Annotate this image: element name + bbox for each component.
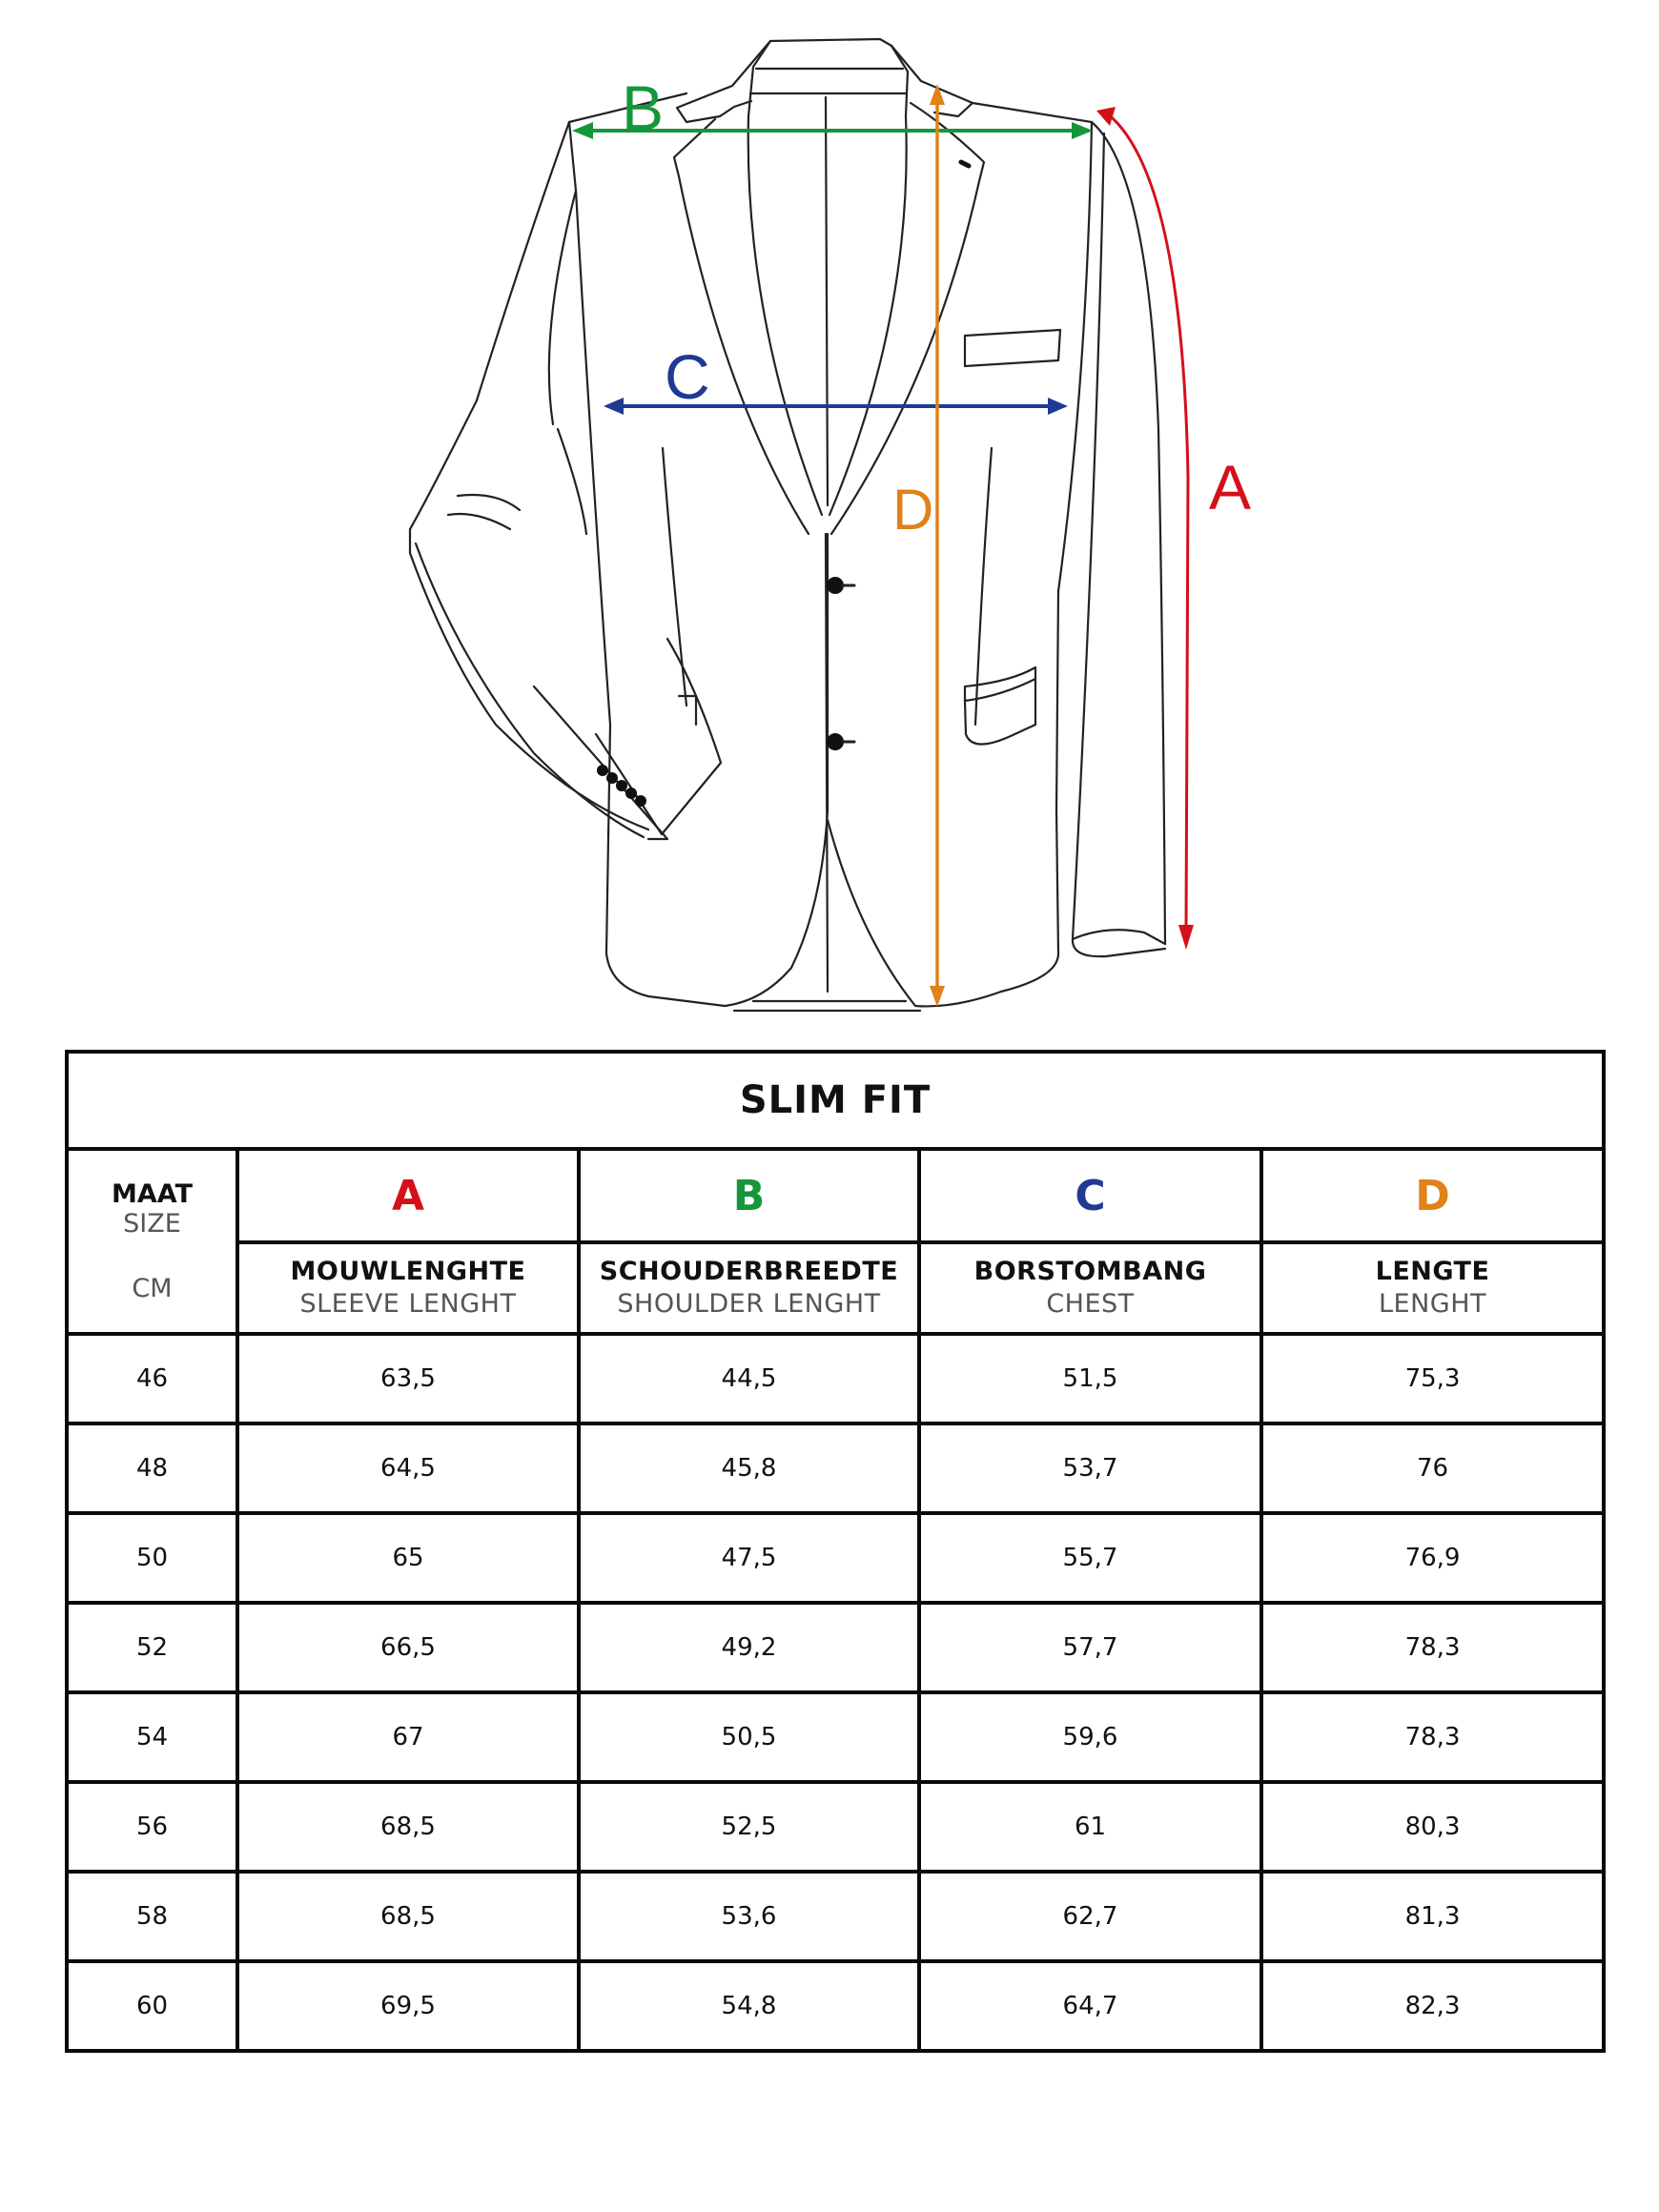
dimension-label-a: A bbox=[1209, 452, 1252, 522]
cell-size: 52 bbox=[67, 1603, 237, 1692]
jacket-measurement-diagram bbox=[0, 0, 1659, 1030]
cell-chest: 51,5 bbox=[919, 1334, 1261, 1423]
cell-length: 75,3 bbox=[1261, 1334, 1604, 1423]
cell-chest: 61 bbox=[919, 1782, 1261, 1872]
column-label-c: BORSTOMBANG CHEST bbox=[919, 1242, 1261, 1334]
dimension-label-b: B bbox=[622, 72, 665, 143]
cell-shoulder: 45,8 bbox=[579, 1423, 919, 1513]
table-row bbox=[67, 1692, 1604, 1782]
column-label-row bbox=[67, 1242, 1604, 1334]
column-letter-d: D bbox=[1261, 1149, 1604, 1242]
cell-shoulder: 44,5 bbox=[579, 1334, 919, 1423]
cell-chest: 53,7 bbox=[919, 1423, 1261, 1513]
cell-sleeve: 66,5 bbox=[237, 1603, 579, 1692]
column-letter-b: B bbox=[579, 1149, 919, 1242]
cell-chest: 59,6 bbox=[919, 1692, 1261, 1782]
cell-length: 82,3 bbox=[1261, 1961, 1604, 2051]
cell-chest: 64,7 bbox=[919, 1961, 1261, 2051]
table-row bbox=[67, 1334, 1604, 1423]
cell-length: 78,3 bbox=[1261, 1603, 1604, 1692]
cell-shoulder: 52,5 bbox=[579, 1782, 919, 1872]
cell-shoulder: 49,2 bbox=[579, 1603, 919, 1692]
cell-sleeve: 63,5 bbox=[237, 1334, 579, 1423]
cell-sleeve: 69,5 bbox=[237, 1961, 579, 2051]
column-label-b: SCHOUDERBREEDTE SHOULDER LENGHT bbox=[579, 1242, 919, 1334]
column-label-a: MOUWLENGHTE SLEEVE LENGHT bbox=[237, 1242, 579, 1334]
table-row bbox=[67, 1961, 1604, 2051]
cell-shoulder: 54,8 bbox=[579, 1961, 919, 2051]
cell-shoulder: 50,5 bbox=[579, 1692, 919, 1782]
cell-chest: 57,7 bbox=[919, 1603, 1261, 1692]
table-title-row bbox=[67, 1052, 1604, 1149]
cell-sleeve: 65 bbox=[237, 1513, 579, 1603]
cell-size: 50 bbox=[67, 1513, 237, 1603]
size-header-nl: MAAT bbox=[112, 1179, 193, 1210]
table-row bbox=[67, 1603, 1604, 1692]
table-row bbox=[67, 1872, 1604, 1961]
cell-size: 54 bbox=[67, 1692, 237, 1782]
table-row bbox=[67, 1513, 1604, 1603]
cell-sleeve: 64,5 bbox=[237, 1423, 579, 1513]
column-letter-a: A bbox=[237, 1149, 579, 1242]
cell-size: 60 bbox=[67, 1961, 237, 2051]
cell-length: 78,3 bbox=[1261, 1692, 1604, 1782]
cell-sleeve: 67 bbox=[237, 1692, 579, 1782]
table-row bbox=[67, 1782, 1604, 1872]
dimension-label-c: C bbox=[665, 341, 710, 412]
jacket-outline-icon bbox=[0, 0, 1659, 1030]
cell-chest: 62,7 bbox=[919, 1872, 1261, 1961]
cell-length: 76,9 bbox=[1261, 1513, 1604, 1603]
cell-length: 81,3 bbox=[1261, 1872, 1604, 1961]
column-letter-row bbox=[67, 1149, 1604, 1242]
size-header-en: SIZE bbox=[123, 1209, 181, 1239]
cell-sleeve: 68,5 bbox=[237, 1872, 579, 1961]
column-label-d: LENGTE LENGHT bbox=[1261, 1242, 1604, 1334]
cell-size: 48 bbox=[67, 1423, 237, 1513]
cell-size: 58 bbox=[67, 1872, 237, 1961]
cell-size: 56 bbox=[67, 1782, 237, 1872]
size-header-unit: CM bbox=[132, 1273, 173, 1303]
cell-shoulder: 53,6 bbox=[579, 1872, 919, 1961]
table-title: SLIM FIT bbox=[67, 1052, 1604, 1149]
cell-size: 46 bbox=[67, 1334, 237, 1423]
dimension-label-d: D bbox=[892, 478, 934, 542]
cell-length: 76 bbox=[1261, 1423, 1604, 1513]
size-column-header bbox=[67, 1149, 237, 1334]
cell-shoulder: 47,5 bbox=[579, 1513, 919, 1603]
cell-chest: 55,7 bbox=[919, 1513, 1261, 1603]
size-chart-table bbox=[65, 1050, 1606, 2053]
table-row bbox=[67, 1423, 1604, 1513]
cell-sleeve: 68,5 bbox=[237, 1782, 579, 1872]
cell-length: 80,3 bbox=[1261, 1782, 1604, 1872]
column-letter-c: C bbox=[919, 1149, 1261, 1242]
